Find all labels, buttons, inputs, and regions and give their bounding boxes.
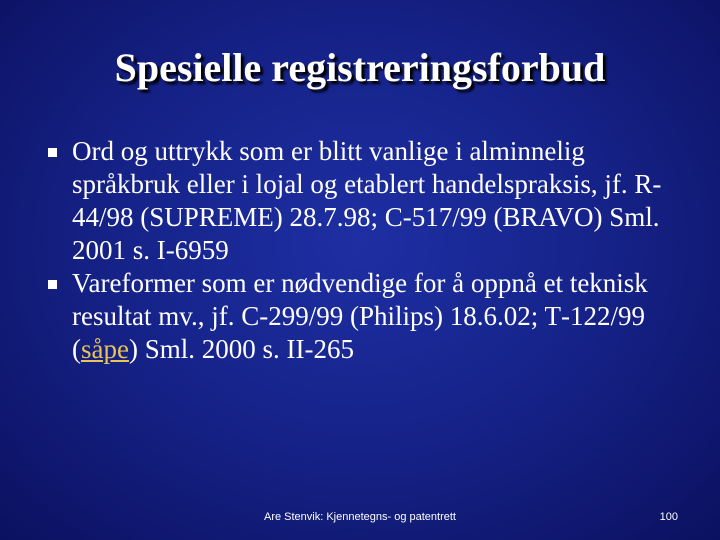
bullet-item <box>48 267 688 366</box>
footer-author: Are Stenvik: Kjennetegns- og patentrett <box>263 511 456 523</box>
square-bullet-icon <box>48 148 57 157</box>
slide-number: 100 <box>659 511 678 523</box>
slide-title: Spesielle registreringsforbud <box>114 45 606 90</box>
bullet-text-after: ) Sml. 2000 s. II-265 <box>128 334 354 364</box>
bullet-text-before: Vareformer som er nødvendige for å oppnå et teknisk resultat mv., jf. C‑299/99 (Philips) 18.6.02; T‑122/99 ( <box>72 268 648 364</box>
bullet-list <box>48 135 688 366</box>
highlighted-link[interactable]: såpe <box>81 334 129 364</box>
bullet-item <box>48 135 688 267</box>
square-bullet-icon <box>48 280 57 289</box>
bullet-text: Ord og uttrykk som er blitt vanlige i alminnelig språkbruk eller i lojal og etablert handelspraksis, jf. R-44/98 (SUPREME) 28.7.98; C-517/99 (BRAVO) Sml. 2001 s. I-6959 <box>72 136 662 265</box>
